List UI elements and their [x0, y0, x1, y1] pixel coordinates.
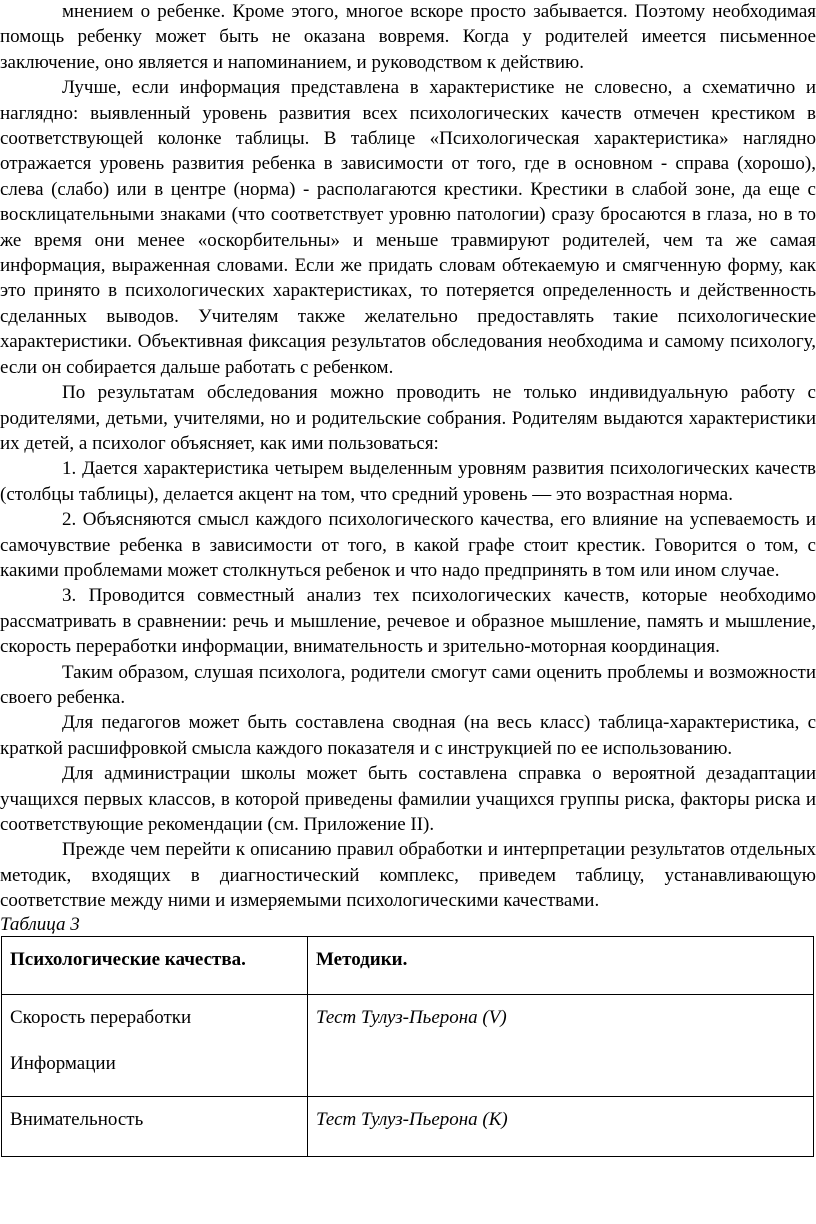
table-row — [2, 994, 814, 1096]
quality-cell — [2, 994, 308, 1096]
paragraph-4: 1. Дается характеристика четырем выделенным уровням развития психологических качеств (столбцы таблицы), делается акцент на том, что средний уровень — это возрастная норма. — [0, 458, 816, 505]
table-caption: Таблица 3 — [0, 913, 80, 935]
header-qualities: Психологические качества. — [2, 936, 308, 994]
header-methods: Методики. — [308, 936, 814, 994]
table-header-row — [2, 936, 814, 994]
paragraph-7: Таким образом, слушая психолога, родители смогут сами оценить проблемы и возможности своего ребенка. — [0, 661, 816, 708]
paragraph-8: Для педагогов может быть составлена сводная (на весь класс) таблица-характеристика, с краткой расшифровкой смысла каждого показателя и с инструкцией по ее использованию. — [0, 712, 816, 759]
method-cell: Тест Тулуз-Пьерона (V) — [308, 994, 814, 1096]
paragraph-10: Прежде чем перейти к описанию правил обработки и интерпретации результатов отдельных методик, входящих в диагностический комплекс, приведем таблицу, устанавливающую соответствие между ними и измеряемыми психологическими качествами. — [0, 839, 816, 912]
paragraph-1: мнением о ребенке. Кроме этого, многое вскоре просто забывается. Поэтому необходимая помощь ребенку может быть не оказана вовремя. Когда у родителей имеется письменное заключение, оно является и напоминанием, и руководством к действию. — [0, 1, 816, 73]
paragraph-2: Лучше, если информация представлена в характеристике не словесно, а схематично и наглядно: выявленный уровень развития всех психологических качеств отмечен крестиком в соответствующей колонке таблицы. В таблице «Психологическая характеристика» наглядно отражается уровень развития ребенка в зависимости от того, где в основном - справа (хорошо), слева (слабо) или в центре (норма) - располагаются крестики. Крестики в слабой зоне, да еще с восклицательными знаками (что соответствует уровню патологии) сразу бросаются в глаза, но в то же время они менее «оскорбительны» и меньше травмируют родителей, чем та же самая информация, выраженная словами. Если же придать словам обтекаемую и смягченную форму, как это принято в психологических характеристиках, то потеряется определенность и действенность сделанных выводов. Учителям также желательно предоставлять такие психологические характеристики. Объективная фиксация результатов обследования необходима и самому психологу, если он собирается дальше работать с ребенком. — [0, 77, 816, 378]
paragraph-5: 2. Объясняются смысл каждого психологического качества, его влияние на успеваемость и самочувствие ребенка в зависимости от того, в какой графе стоит крестик. Говорится о том, с какими проблемами может столкнуться ребенок и что надо предпринять в том или ином случае. — [0, 509, 816, 581]
paragraph-3: По результатам обследования можно проводить не только индивидуальную работу с родителями, детьми, учителями, но и родительские собрания. Родителям выдаются характеристики их детей, а психолог объясняет, как ими пользоваться: — [0, 382, 816, 454]
methods-table — [1, 936, 814, 1157]
paragraph-6: 3. Проводится совместный анализ тех психологических качеств, которые необходимо рассматривать в сравнении: речь и мышление, речевое и образное мышление, память и мышление, скорость переработки информации, внимательность и зрительно-моторная координация. — [0, 585, 816, 658]
paragraph-9: Для администрации школы может быть составлена справка о вероятной дезадаптации учащихся первых классов, в которой приведены фамилии учащихся группы риска, факторы риска и соответствующие рекомендации (см. Приложение II). — [0, 763, 816, 835]
method-cell: Тест Тулуз-Пьерона (К) — [308, 1096, 814, 1156]
table-row — [2, 1096, 814, 1156]
quality-line: Скорость переработки — [10, 1006, 192, 1028]
quality-cell: Внимательность — [2, 1096, 308, 1156]
quality-line: Информации — [10, 1052, 116, 1074]
